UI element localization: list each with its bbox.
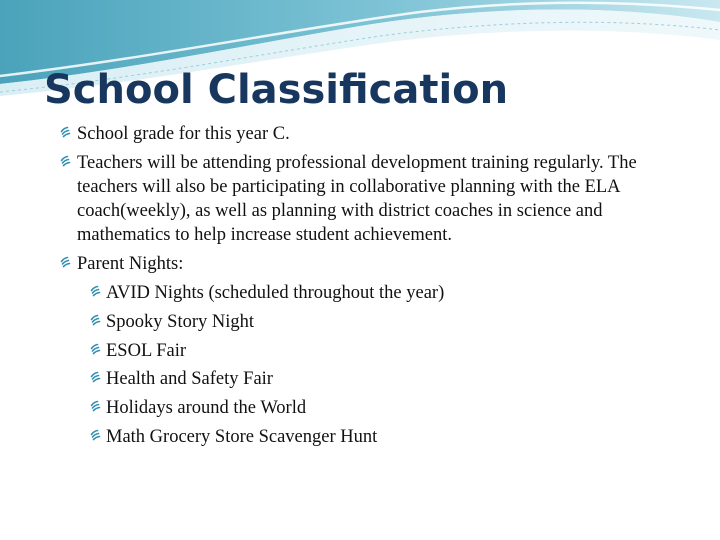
bullet-text: Parent Nights: [77, 254, 184, 274]
slide-title: School Classification [44, 67, 509, 113]
bullet-item [60, 425, 680, 449]
bullet-text: Math Grocery Store Scavenger Hunt [106, 426, 378, 447]
bullet-text: Spooky Story Night [106, 311, 255, 332]
bullet-item [60, 151, 680, 247]
wifi-bullet-icon [60, 252, 74, 276]
wifi-bullet-icon [90, 281, 104, 305]
wifi-bullet-icon [60, 151, 74, 175]
bullet-item [60, 310, 680, 334]
bullet-item [60, 252, 680, 276]
bullet-text: ESOL Fair [106, 340, 186, 361]
wifi-bullet-icon [90, 396, 104, 420]
bullet-list [60, 122, 680, 454]
bullet-item [60, 396, 680, 420]
bullet-item [60, 339, 680, 363]
bullet-text: Holidays around the World [106, 398, 307, 419]
wifi-bullet-icon [90, 425, 104, 449]
wifi-bullet-icon [90, 367, 104, 391]
wifi-bullet-icon [90, 310, 104, 334]
bullet-item [60, 367, 680, 391]
bullet-text: AVID Nights (scheduled throughout the year) [106, 283, 445, 303]
bullet-text: School grade for this year C. [77, 124, 290, 144]
bullet-text: Teachers will be attending professional development training regularly. The teachers will also be participating in collaborative planning with the ELA coach(weekly), as well as planning with district coaches in science and mathematics to help increase student achievement. [77, 153, 637, 245]
wifi-bullet-icon [60, 122, 74, 146]
bullet-text: Health and Safety Fair [106, 369, 273, 390]
bullet-item [60, 281, 680, 305]
wifi-bullet-icon [90, 339, 104, 363]
bullet-item [60, 122, 680, 146]
